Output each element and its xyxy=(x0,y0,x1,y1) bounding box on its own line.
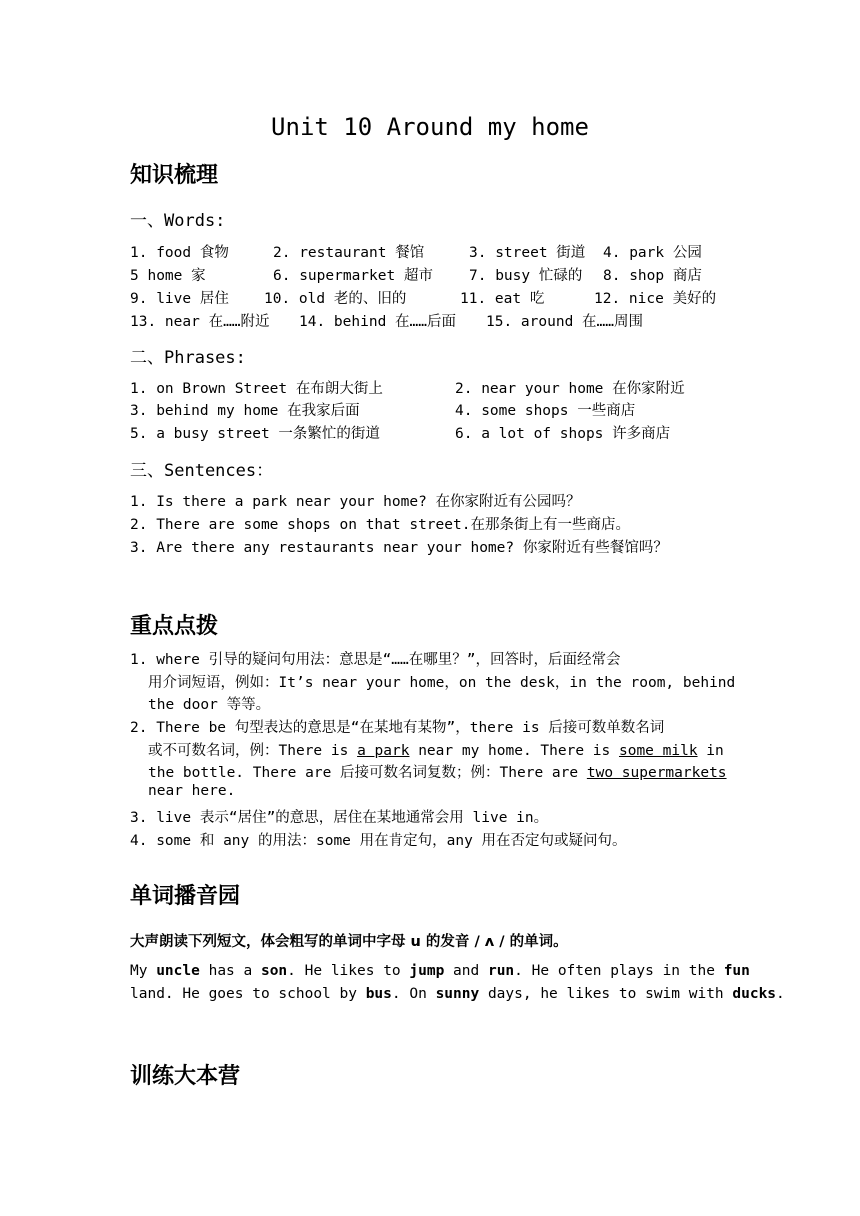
phrase-item: 1. on Brown Street 在布朗大街上 xyxy=(130,381,383,397)
page-title: Unit 10 Around my home xyxy=(271,113,589,141)
point-text: 或不可数名词，例：There is xyxy=(148,743,358,759)
point-line: the door 等等。 xyxy=(148,697,271,713)
bold-word: bus xyxy=(365,986,392,1002)
point-line: 2. There be 句型表达的意思是“在某地有某物”，there is 后接可数单数名词 xyxy=(130,720,665,736)
passage-text: . xyxy=(776,986,785,1002)
sentence-item: 1. Is there a park near your home? 在你家附近有公园吗？ xyxy=(130,494,581,510)
passage-text: . On xyxy=(391,986,436,1002)
section-knowledge-heading: 知识梳理 xyxy=(130,163,219,188)
section-key-points-heading: 重点点拨 xyxy=(130,614,219,639)
point-line: 4. some 和 any 的用法：some 用在肯定句，any 用在否定句或疑问句。 xyxy=(130,833,627,849)
point-line: 用介词短语，例如：It’s near your home，on the desk，in the room, behind xyxy=(148,675,736,691)
point-text: the bottle. There are 后接可数名词复数；例：There are xyxy=(148,765,587,781)
passage-text: land. He goes to school by xyxy=(130,986,366,1002)
phrase-item: 2. near your home 在你家附近 xyxy=(455,381,685,397)
word-item: 4. park 公园 xyxy=(603,245,702,261)
passage-text: days, he likes to swim with xyxy=(479,986,733,1002)
underlined-example: a park xyxy=(357,743,410,759)
word-item: 9. live 居住 xyxy=(130,291,229,307)
section-phonics-heading: 单词播音园 xyxy=(130,884,241,909)
passage-text: My xyxy=(130,963,157,979)
passage-text: has a xyxy=(199,963,261,979)
point-line xyxy=(148,739,724,760)
bold-word: uncle xyxy=(156,963,200,979)
underlined-example: some milk xyxy=(618,743,698,759)
phonics-passage-line xyxy=(130,963,750,979)
bold-word: son xyxy=(260,963,288,979)
word-item: 11. eat 吃 xyxy=(460,291,545,307)
words-heading: 一、Words: xyxy=(130,211,226,231)
word-item: 14. behind 在……后面 xyxy=(299,314,456,330)
phrase-item: 6. a lot of shops 许多商店 xyxy=(455,426,671,442)
point-line: 1. where 引导的疑问句用法：意思是“……在哪里？”，回答时，后面经常会 xyxy=(130,652,621,668)
word-item: 6. supermarket 超市 xyxy=(273,268,433,284)
word-item: 13. near 在……附近 xyxy=(130,314,270,330)
phrase-item: 4. some shops 一些商店 xyxy=(455,403,636,419)
bold-word: ducks xyxy=(732,986,777,1002)
word-item: 1. food 食物 xyxy=(130,245,229,261)
phonics-passage-line xyxy=(130,986,785,1002)
point-line: near here. xyxy=(148,783,236,799)
underlined-example: two supermarkets xyxy=(586,765,727,781)
phrase-item: 3. behind my home 在我家后面 xyxy=(130,403,360,419)
word-item: 15. around 在……周围 xyxy=(486,314,643,330)
passage-text: . He often plays in the xyxy=(514,963,724,979)
bold-word: fun xyxy=(723,963,750,979)
sentences-heading: 三、Sentences： xyxy=(130,461,274,481)
word-item: 5 home 家 xyxy=(130,268,206,284)
word-item: 10. old 老的、旧的 xyxy=(264,291,407,307)
word-item: 3. street 街道 xyxy=(469,245,586,261)
point-text: in xyxy=(697,743,724,759)
bold-word: sunny xyxy=(435,986,480,1002)
phonics-instruction: 大声朗读下列短文，体会粗写的单词中字母 u 的发音 / ʌ / 的单词。 xyxy=(130,934,568,950)
phrase-item: 5. a busy street 一条繁忙的街道 xyxy=(130,426,380,442)
word-item: 2. restaurant 餐馆 xyxy=(273,245,425,261)
point-line xyxy=(148,761,727,782)
passage-text: and xyxy=(444,963,488,979)
passage-text: . He likes to xyxy=(287,963,410,979)
bold-word: run xyxy=(487,963,515,979)
bold-word: jump xyxy=(409,963,445,979)
word-item: 8. shop 商店 xyxy=(603,268,702,284)
sentence-item: 2. There are some shops on that street.在那条街上有一些商店。 xyxy=(130,517,630,533)
point-line: 3. live 表示“居住”的意思，居住在某地通常会用 live in。 xyxy=(130,810,549,826)
phrases-heading: 二、Phrases: xyxy=(130,348,246,368)
section-training-heading: 训练大本营 xyxy=(130,1064,241,1089)
word-item: 7. busy 忙碌的 xyxy=(469,268,583,284)
sentence-item: 3. Are there any restaurants near your home? 你家附近有些餐馆吗？ xyxy=(130,540,668,556)
point-text: near my home. There is xyxy=(409,743,619,759)
word-item: 12. nice 美好的 xyxy=(594,291,717,307)
